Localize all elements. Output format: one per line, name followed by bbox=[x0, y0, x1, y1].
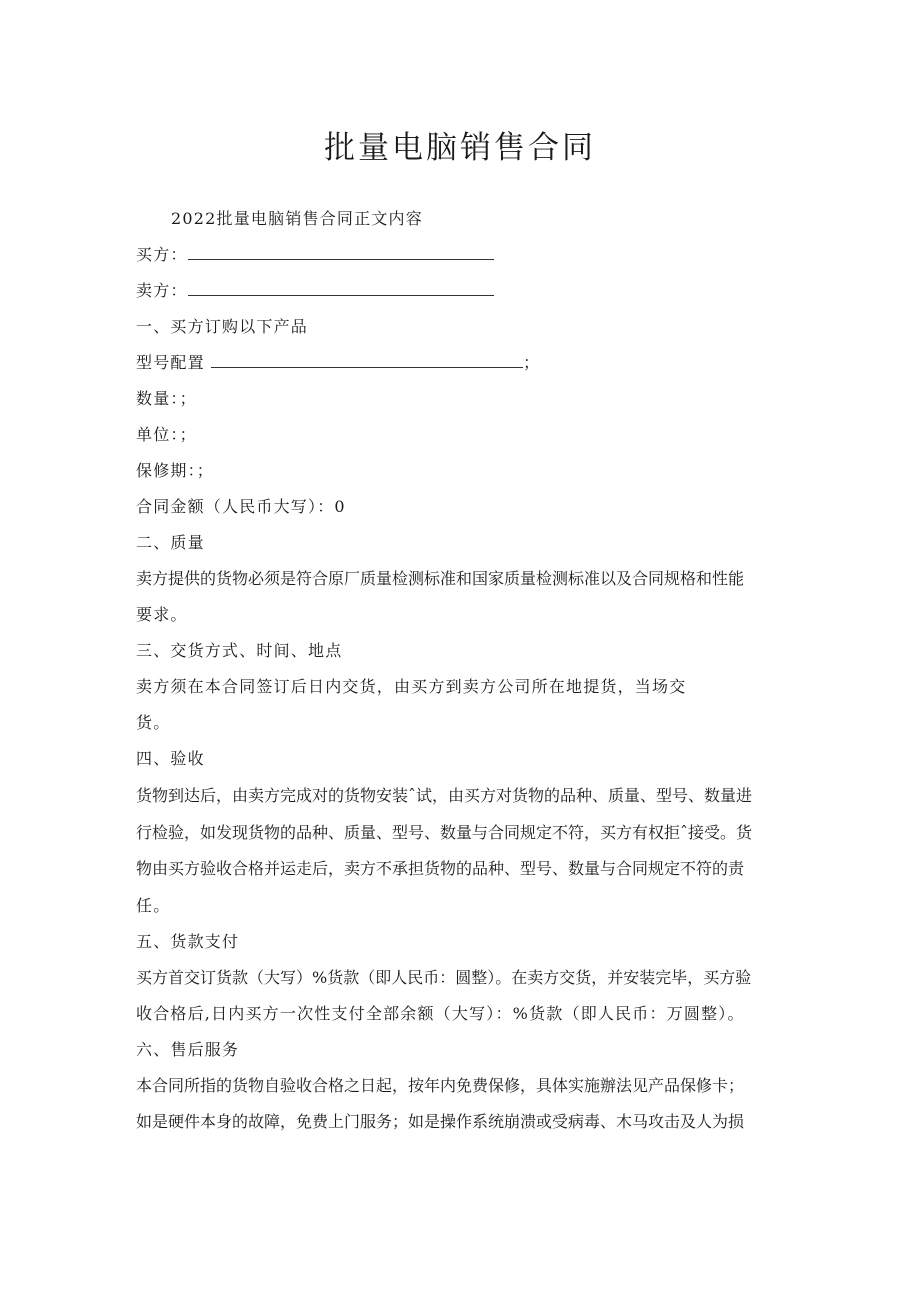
unit-line: 单位：； bbox=[136, 425, 197, 444]
section3-paragraph-line: 货。 bbox=[136, 713, 171, 732]
section5-paragraph-line: 买方首交订货款（大写）%货款（即人民币：圆整）。在卖方交货，并安装完毕，买方验 bbox=[136, 968, 752, 987]
section1-heading: 一、买方订购以下产品 bbox=[136, 317, 309, 336]
section5-heading: 五、货款支付 bbox=[136, 932, 240, 951]
document-subtitle: 2022批量电脑销售合同正文内容 bbox=[171, 209, 423, 228]
section2-paragraph-line: 卖方提供的货物必须是符合原厂质量检测标准和国家质量检测标准以及合同规格和性能 bbox=[136, 569, 745, 588]
model-suffix: ； bbox=[523, 353, 541, 372]
seller-blank[interactable] bbox=[188, 281, 494, 296]
seller-label: 卖方： bbox=[136, 281, 188, 300]
section4-paragraph-line: 物由买方验收合格并运走后，卖方不承担货物的品种、型号、数量与合同规定不符的责 bbox=[136, 859, 745, 878]
model-line bbox=[136, 352, 540, 374]
section2-heading: 二、质量 bbox=[136, 533, 205, 552]
quantity-line: 数量：； bbox=[136, 389, 197, 408]
section6-heading: 六、售后服务 bbox=[136, 1040, 240, 1059]
buyer-blank[interactable] bbox=[188, 245, 494, 260]
section2-paragraph-line: 要求。 bbox=[136, 605, 188, 624]
section6-paragraph-line: 本合同所指的货物自验收合格之日起，按年内免费保修，具体实施辦法见产品保修卡； bbox=[136, 1076, 745, 1095]
buyer-line bbox=[136, 244, 494, 266]
model-blank[interactable] bbox=[211, 353, 523, 368]
section3-paragraph-line: 卖方须在本合同签订后日内交货，由买方到卖方公司所在地提货，当场交 bbox=[136, 677, 687, 696]
section4-heading: 四、验收 bbox=[136, 749, 205, 768]
section4-paragraph-line: 货物到达后，由卖方完成对的货物安装ˆ试，由买方对货物的品种、质量、型号、数量进 bbox=[136, 786, 753, 805]
model-label: 型号配置 bbox=[136, 353, 205, 372]
section5-paragraph-line: 收合格后,日内买方一次性支付全部余额（大写）：%货款（即人民币：万圆整）。 bbox=[136, 1004, 745, 1023]
section4-paragraph-line: 任。 bbox=[136, 896, 171, 915]
section3-heading: 三、交货方式、时间、地点 bbox=[136, 641, 343, 660]
warranty-line: 保修期：； bbox=[136, 461, 215, 480]
section6-paragraph-line: 如是硬件本身的故障，免费上门服务；如是操作系统崩溃或受病毒、木马攻击及人为损 bbox=[136, 1112, 745, 1131]
buyer-label: 买方： bbox=[136, 245, 188, 264]
amount-line: 合同金额（人民币大写）：0 bbox=[136, 497, 346, 516]
page-title: 批量电脑销售合同 bbox=[324, 130, 596, 166]
section4-paragraph-line: 行检验，如发现货物的品种、质量、型号、数量与合同规定不符，买方有权拒ˆ接受。货 bbox=[136, 823, 753, 842]
seller-line bbox=[136, 280, 494, 302]
